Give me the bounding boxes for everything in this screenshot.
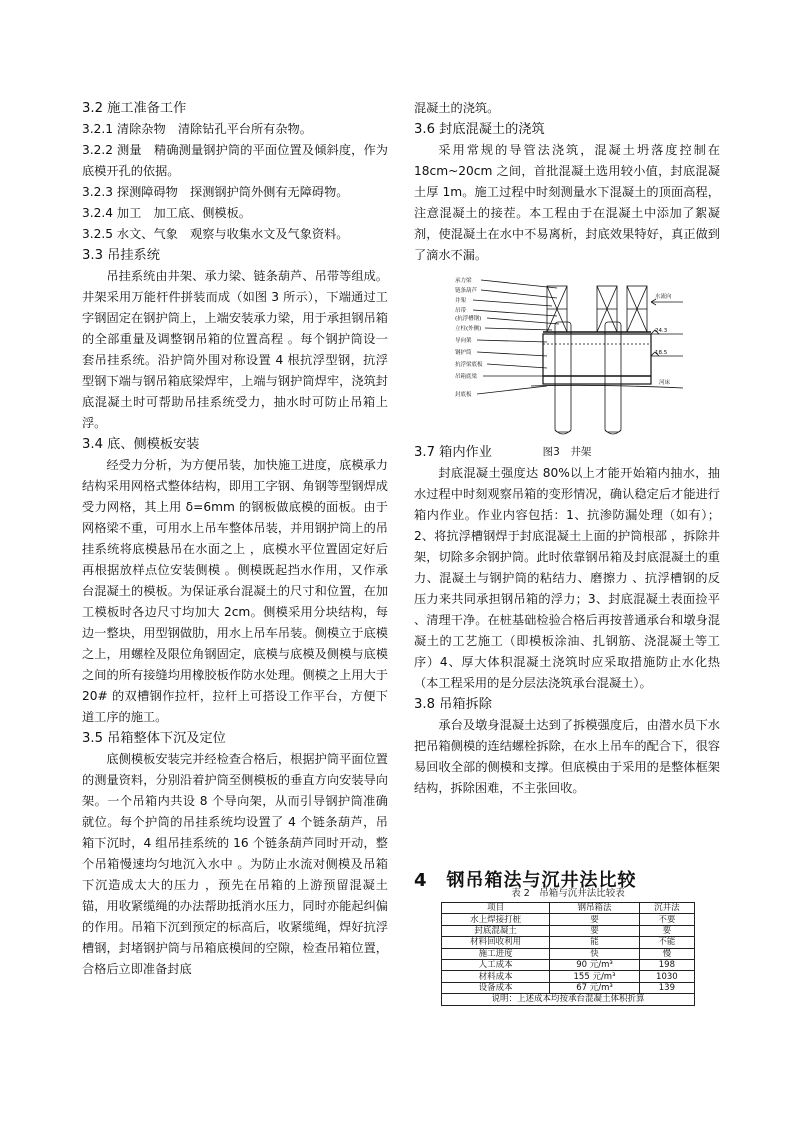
table-cell: 155 元/m³	[550, 971, 639, 982]
table-cell: 139	[639, 982, 694, 993]
table-note: 说明：上述成本均按承台混凝土体积折算	[442, 994, 695, 1005]
item-3-2-4: 3.2.4 加工 加工底、侧模板。	[82, 206, 251, 220]
table-row	[442, 914, 695, 925]
table-cell: 不能	[639, 937, 694, 948]
table-cell: 67 元/m³	[550, 982, 639, 993]
fig-label-5: 立柱(外侧)	[455, 326, 482, 332]
fig-label-0: 承力梁	[455, 278, 472, 284]
table-cell: 要	[639, 925, 694, 936]
section-3-4-body: 经受力分析，为方便吊装，加快施工进度，底模承力结构采用网格式整体结构，即用工字钢、角钢等型钢焊成受力网格，其上用 δ=6mm 的钢板做底模的面板。由于网格梁不重，可用水上吊车整体吊装，并用钢护筒上的吊挂系统将底模悬吊在水面之上 ，底模水平位置固定好后再根据放样点位安装侧模 。侧模既起挡水作用，又作承台混凝土的模板。为保证承台混凝土的尺寸和位置，在加工模板时各边尺寸均加大 2cm。侧模采用分块结构，每边一整块，用型钢做肋，用水上吊车吊装。侧模立于底模之上，用螺栓及限位角钢固定，底模与底模及侧模与底模之间的所有接缝均用橡胶板作防水处理。侧模之上用大于 20# 的双槽钢作拉杆，拉杆上可搭设工作平台，方便下道工序的施工。	[82, 458, 388, 724]
fig-elev-bottom: 18.5	[655, 350, 668, 356]
table-2-caption: 表 2 吊箱与沉井法比较表	[511, 888, 625, 899]
continued-text: 混凝土的浇筑。	[414, 101, 500, 115]
fig-water-label: 水流向	[655, 294, 672, 300]
figure-3-caption: 图3 井架	[542, 446, 592, 458]
table-cell: 198	[639, 959, 694, 970]
fig-label-8: 抗浮梁底板	[455, 362, 483, 368]
section-3-7-body: 封底混凝土强度达 80%以上才能开始箱内抽水，抽水过程中时刻观察吊箱的变形情况，确认稳定后才能进行箱内作业。作业内容包括：1、抗渗防漏处理（如有）；2、将抗浮槽钢焊于封底混凝土上面的护筒根部 ，拆除井架，切除多余钢护筒。此时依靠钢吊箱及封底混凝土的重力、混凝土与钢护筒的粘结力、磨擦力 、抗浮槽钢的反压力来共同承担钢吊箱的浮力；3、封底混凝土表面捡平 、清理干净。在桩基础检验合格后再按普通承台和墩身混凝土的工艺施工（即模板涂油、扎钢筋、浇混凝土等工序）4、厚大体积混凝土浇筑时应采取措施防止水化热（本工程采用的是分层法浇筑承台混凝土）。	[414, 466, 720, 690]
fig-label-10: 封底板	[455, 392, 472, 398]
table-row	[442, 937, 695, 948]
table-header-cell: 钢吊箱法	[550, 903, 639, 914]
derrick-diagram	[447, 272, 687, 442]
table-header-row	[442, 903, 695, 914]
item-3-2-3: 3.2.3 探测障碍物 探测钢护筒外侧有无障碍物。	[82, 185, 349, 199]
table-cell: 不要	[639, 914, 694, 925]
fig-label-3: 吊带	[455, 308, 467, 314]
table-cell: 慢	[639, 948, 694, 959]
item-3-2-5: 3.2.5 水文、气象 观察与收集水文及气象资料。	[82, 227, 349, 241]
table-row	[442, 925, 695, 936]
fig-label-7: 钢护筒	[455, 350, 472, 356]
item-3-2-2: 3.2.2 测量 精确测量钢护筒的平面位置及倾斜度，作为底模开孔的依据。	[82, 143, 388, 178]
fig-label-9: 吊箱底梁	[455, 374, 478, 380]
fig-label-4: (抗浮槽钢)	[455, 316, 482, 322]
table-cell: 要	[550, 925, 639, 936]
right-column	[414, 98, 720, 799]
table-cell: 90 元/m³	[550, 959, 639, 970]
section-3-3-title: 3.3 吊挂系统	[82, 248, 160, 263]
section-3-6-title: 3.6 封底混凝土的浇筑	[414, 122, 545, 137]
section-3-4-title: 3.4 底、侧模板安装	[82, 437, 200, 452]
fig-label-1: 链条葫芦	[455, 288, 478, 294]
table-cell: 水上焊接打桩	[442, 914, 550, 925]
section-3-5-title: 3.5 吊箱整体下沉及定位	[82, 731, 226, 746]
table-row	[442, 982, 695, 993]
section-3-7-title: 3.7 箱内作业	[414, 445, 492, 460]
table-cell: 施工进度	[442, 948, 550, 959]
fig-label-2: 井架	[455, 298, 467, 304]
comparison-table	[441, 902, 695, 1006]
section-4-title: 4 钢吊箱法与沉井法比较	[414, 870, 637, 891]
table-cell: 封底混凝土	[442, 925, 550, 936]
section-3-3-body: 吊挂系统由井架、承力梁、链条葫芦、吊带等组成。井架采用万能杆件拼装而成（如图 3 所示），下端通过工字钢固定在钢护筒上，上端安装承力梁，用于承担钢吊箱的全部重量及调整钢吊箱的位置高程 。每个钢护筒设一套吊挂系统。沿护筒外围对称设置 4 根抗浮型钢，抗浮型钢下端与钢吊箱底梁焊牢，上端与钢护筒焊牢，浇筑封底混凝土时可帮助吊挂系统受力，抽水时可防止吊箱上浮。	[82, 269, 388, 430]
table-header-cell: 沉井法	[639, 903, 694, 914]
table-header-cell: 项目	[442, 903, 550, 914]
section-3-8-body: 承台及墩身混凝土达到了拆模强度后，由潜水员下水把吊箱侧模的连结螺栓拆除，在水上吊车的配合下，很容易回收全部的侧模和支撑。但底模由于采用的是整体框架结构，拆除困难，不主张回收。	[414, 718, 720, 795]
section-3-6-body: 采用常规的导管法浇筑，混凝土坍落度控制在 18cm~20cm 之间，首批混凝土选用较小值，封底混凝土厚 1m。施工过程中时刻测量水下混凝土的顶面高程，注意混凝土的接茬。本工程由于在混凝土中添加了絮凝剂，使混凝土在水中不易离析，封底效果特好，真正做到了滴水不漏。	[414, 143, 720, 262]
fig-river-label: 河床	[659, 380, 671, 386]
table-cell: 1030	[639, 971, 694, 982]
table-cell: 设备成本	[442, 982, 550, 993]
table-row	[442, 959, 695, 970]
table-cell: 材料成本	[442, 971, 550, 982]
table-cell: 能	[550, 937, 639, 948]
section-3-2-title: 3.2 施工准备工作	[82, 101, 187, 116]
table-note-row	[442, 994, 695, 1005]
table-cell: 快	[550, 948, 639, 959]
left-column	[82, 98, 388, 980]
section-3-8-title: 3.8 吊箱拆除	[414, 697, 492, 712]
table-cell: 人工成本	[442, 959, 550, 970]
table-cell: 要	[550, 914, 639, 925]
section-3-5-body: 底侧模板安装完并经检查合格后，根据护筒平面位置的测量资料，分别沿着护筒至侧模板的垂直方向安装导向架。一个吊箱内共设 8 个导向架，从而引导钢护筒准确就位。每个护筒的吊挂系统均设置了 4 个链条葫芦，吊箱下沉时，4 组吊挂系统的 16 个链条葫芦同时开动，整个吊箱慢速均匀地沉入水中 。为防止水流对侧模及吊箱下沉造成太大的压力 ，预先在吊箱的上游预留混凝土锚，用收紧缆绳的办法帮助抵消水压力，同时亦能起纠偏的作用。吊箱下沉到预定的标高后，收紧缆绳，焊好抗浮槽钢，封堵钢护筒与吊箱底模间的空隙，检查吊箱位置，合格后立即准备封底	[82, 752, 388, 976]
table-row	[442, 948, 695, 959]
table-row	[442, 971, 695, 982]
item-3-2-1: 3.2.1 清除杂物 清除钻孔平台所有杂物。	[82, 122, 312, 136]
fig-elev-top: 24.3	[655, 328, 668, 334]
table-cell: 材料回收利用	[442, 937, 550, 948]
fig-label-6: 导向架	[455, 338, 472, 344]
